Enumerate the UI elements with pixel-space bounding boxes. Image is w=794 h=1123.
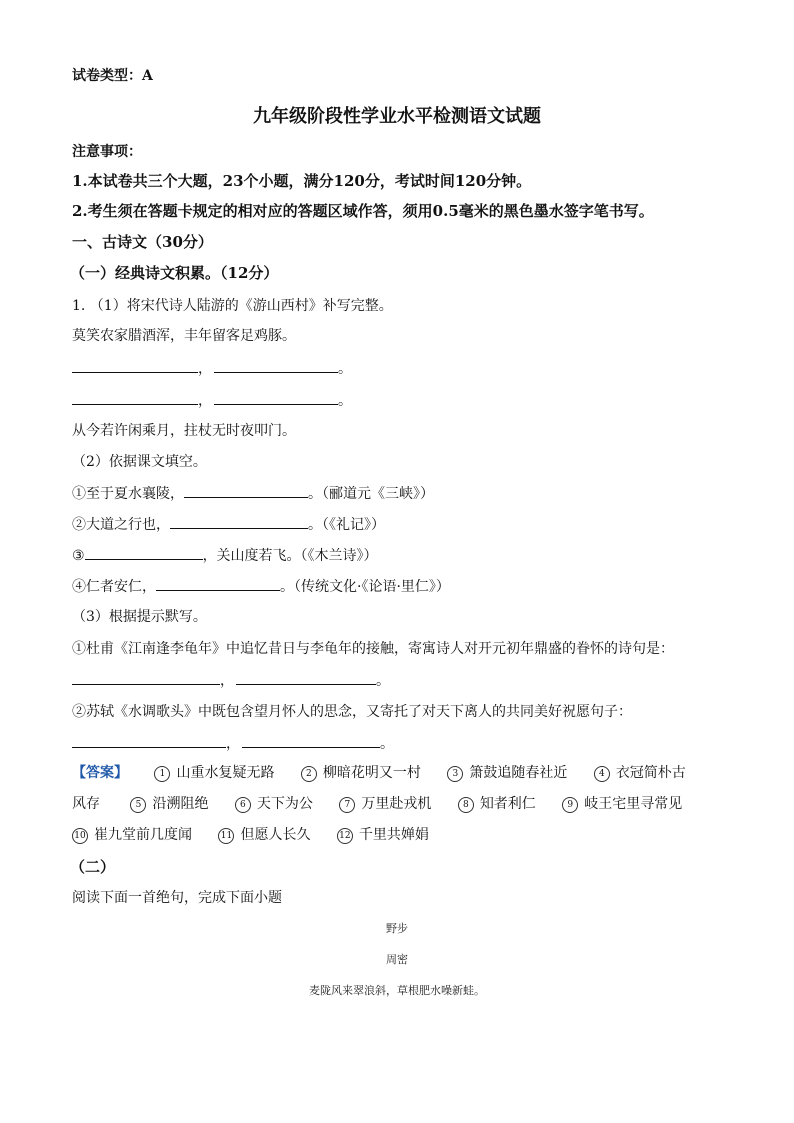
answer-blank[interactable] bbox=[170, 514, 308, 529]
poem-author: 周密 bbox=[386, 953, 408, 966]
answer-blank[interactable] bbox=[72, 733, 226, 748]
comma: ， bbox=[198, 393, 212, 409]
question-1-intro: 1. （1）将宋代诗人陆游的《游山西村》补写完整。 bbox=[72, 298, 393, 314]
section1-heading: 一、古诗文（30分） bbox=[72, 233, 213, 251]
comma: ， bbox=[220, 673, 234, 689]
poem-last-line: 从今若许闲乘月，拄杖无时夜叩门。 bbox=[72, 423, 296, 439]
answer-item: 12 千里共婵娟 bbox=[337, 825, 429, 845]
answer-item: 4 衣冠简朴古 bbox=[594, 763, 686, 783]
period: 。 bbox=[338, 361, 352, 377]
answer-line-1 bbox=[72, 763, 686, 783]
page-title: 九年级阶段性学业水平检测语文试题 bbox=[253, 106, 541, 127]
comma: ， bbox=[226, 736, 240, 752]
fill-suffix: 。（《礼记》） bbox=[308, 517, 385, 533]
fill-item-1 bbox=[72, 483, 434, 504]
fill-item-3 bbox=[72, 545, 378, 566]
fill-suffix: ，关山度若飞。（《木兰诗》） bbox=[202, 548, 378, 564]
fill-item-4 bbox=[72, 576, 450, 597]
answer-item: 10 崔九堂前几度闻 bbox=[72, 825, 192, 845]
answer-item: 9 岐王宅里寻常见 bbox=[562, 794, 682, 814]
period: 。 bbox=[376, 673, 390, 689]
answer-item-cont: 风存 bbox=[72, 796, 100, 812]
prompt-2: ②苏轼《水调歌头》中既包含望月怀人的思念，又寄托了对天下离人的共同美好祝愿句子： bbox=[72, 704, 632, 720]
exam-type: 试卷类型：A bbox=[72, 68, 153, 84]
answer-blank[interactable] bbox=[85, 545, 203, 560]
fill-prefix: ①至于夏水襄陵， bbox=[72, 486, 184, 502]
comma: ， bbox=[198, 361, 212, 377]
answer-blank[interactable] bbox=[242, 733, 380, 748]
answer-item: 1 山重水复疑无路 bbox=[154, 763, 274, 783]
answer-item: 2 柳暗花明又一村 bbox=[301, 763, 421, 783]
answer-line-2 bbox=[72, 794, 682, 814]
period: 。 bbox=[338, 393, 352, 409]
fill-line bbox=[72, 390, 352, 411]
answer-blank[interactable] bbox=[72, 670, 220, 685]
fill-suffix: 。（传统文化·《论语·里仁》） bbox=[280, 579, 450, 595]
answer-item: 6 天下为公 bbox=[235, 794, 313, 814]
fill-prefix: ③ bbox=[72, 548, 85, 564]
answer-item: 8 知者利仁 bbox=[458, 794, 536, 814]
prompt-1: ①杜甫《江南逢李龟年》中追忆昔日与李龟年的接触，寄寓诗人对开元初年鼎盛的眷怀的诗句是： bbox=[72, 641, 674, 657]
poem-title: 野步 bbox=[386, 922, 408, 935]
question-1-3: （3）根据提示默写。 bbox=[72, 609, 207, 625]
answer-item: 7 万里赴戎机 bbox=[339, 794, 431, 814]
poem-line: 麦陇风来翠浪斜，草根肥水噪新蛙。 bbox=[309, 984, 485, 997]
fill-line bbox=[72, 733, 394, 754]
answer-label: 【答案】 bbox=[72, 765, 128, 781]
answer-blank[interactable] bbox=[156, 576, 280, 591]
section2-instruction: 阅读下面一首绝句，完成下面小题 bbox=[72, 890, 282, 906]
notice-item-1: 1.本试卷共三个大题，23个小题，满分120分，考试时间120分钟。 bbox=[72, 172, 532, 190]
notice-heading: 注意事项： bbox=[72, 144, 142, 160]
poem-line-1: 莫笑农家腊酒浑，丰年留客足鸡豚。 bbox=[72, 328, 296, 344]
question-1-2: （2）依据课文填空。 bbox=[72, 454, 207, 470]
notice-item-2: 2.考生须在答题卡规定的相对应的答题区域作答，须用0.5毫米的黑色墨水签字笔书写。 bbox=[72, 202, 654, 220]
fill-prefix: ④仁者安仁， bbox=[72, 579, 156, 595]
answer-line-3 bbox=[72, 825, 451, 845]
fill-prefix: ②大道之行也， bbox=[72, 517, 170, 533]
fill-item-2 bbox=[72, 514, 385, 535]
answer-item: 3 箫鼓追随春社近 bbox=[447, 763, 567, 783]
answer-blank[interactable] bbox=[72, 358, 198, 373]
fill-suffix: 。（郦道元《三峡》） bbox=[308, 486, 434, 502]
fill-line bbox=[72, 358, 352, 379]
section2-heading: （二） bbox=[70, 858, 116, 876]
answer-blank[interactable] bbox=[236, 670, 376, 685]
answer-item: 11 但愿人长久 bbox=[218, 825, 310, 845]
answer-blank[interactable] bbox=[72, 390, 198, 405]
period: 。 bbox=[380, 736, 394, 752]
answer-blank[interactable] bbox=[214, 358, 338, 373]
fill-line bbox=[72, 670, 390, 691]
answer-item: 5 沿溯阻绝 bbox=[130, 794, 208, 814]
part1-heading: （一）经典诗文积累。（12分） bbox=[70, 264, 279, 282]
answer-blank[interactable] bbox=[214, 390, 338, 405]
answer-blank[interactable] bbox=[184, 483, 308, 498]
